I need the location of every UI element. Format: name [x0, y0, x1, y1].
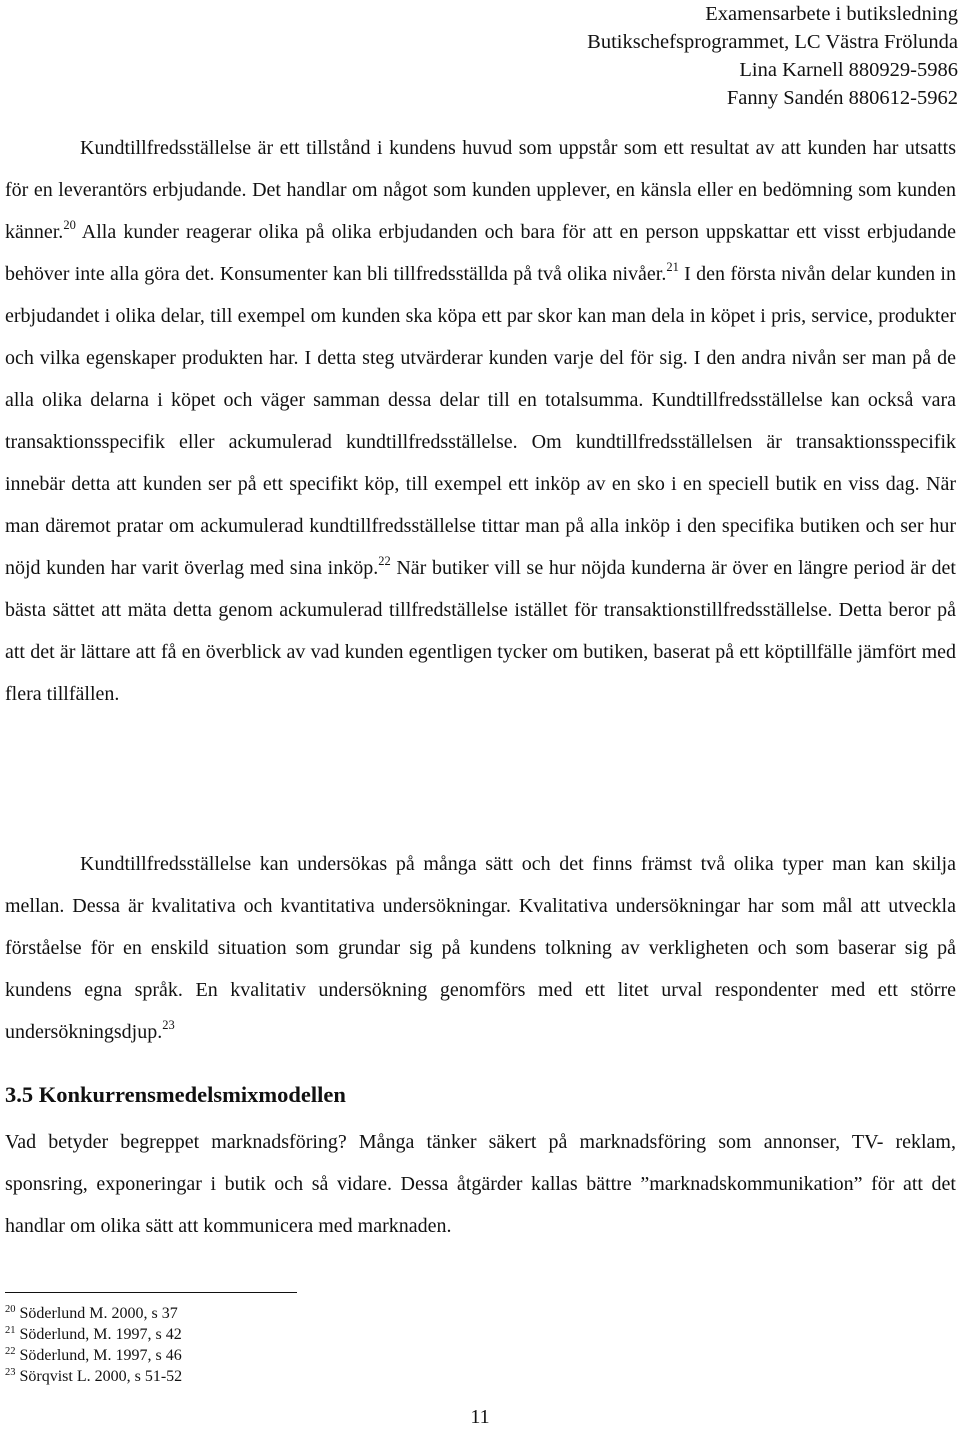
footnote-number: 21	[5, 1325, 16, 1336]
footnote-separator	[5, 1292, 297, 1293]
paragraph-text: När butiker vill se hur nöjda kunderna är över en längre period är det bästa sättet att mäta detta genom ackumulerad tillfredställelse istället för transaktionstillfredsställelse. Detta beror på att det är lättare att få en överblick av vad kunden egentligen tycker om butiken, baserat på ett köptillfälle jämfört med flera tillfällen.	[5, 557, 956, 705]
paragraph-marketing: Vad betyder begreppet marknadsföring? Många tänker säkert på marknadsföring som annonser, TV- reklam, sponsring, exponeringar i butik och så vidare. Dessa åtgärder kallas bättre ”marknadskommunikation” för att det handlar om olika sätt att kommunicera med marknaden.	[5, 1131, 956, 1237]
footnote-text: Söderlund M. 2000, s 37	[19, 1305, 178, 1322]
header-program: Butikschefsprogrammet, LC Västra Frölunda	[587, 31, 958, 53]
footnote-ref[interactable]: 21	[666, 260, 679, 274]
paragraph-text: Kundtillfredsställelse kan undersökas på många sätt och det finns främst två olika typer man kan skilja mellan. Dessa är kvalitativa och kvantitativa undersökningar. Kvalitativa undersökningar har som mål att utveckla förståelse för en enskild situation som grundar sig på kundens tolkning av verkligheten och som baserar sig på kundens egna språk. En kvalitativ undersökning genomförs med ett litet urval respondenter med ett större undersökningsdjup.	[5, 853, 956, 1043]
footnote-text: Söderlund, M. 1997, s 42	[19, 1326, 182, 1343]
footnote	[5, 1345, 182, 1366]
section-heading: 3.5 Konkurrensmedelsmixmodellen	[5, 1082, 346, 1107]
footnote	[5, 1324, 182, 1345]
footnote-text: Söderlund, M. 1997, s 46	[19, 1347, 182, 1364]
footnote-ref[interactable]: 23	[162, 1018, 175, 1032]
header-author-1: Lina Karnell 880929-5986	[739, 59, 958, 81]
paragraph-text: Alla kunder reagerar olika på olika erbjudanden och bara för att en person uppskattar ett visst erbjudande behöver inte alla göra det. Konsumenter kan bli tillfredsställda på två olika nivåer.	[5, 221, 956, 285]
footnote-text: Sörqvist L. 2000, s 51-52	[19, 1368, 183, 1385]
footnote-number: 23	[5, 1367, 16, 1378]
paragraph-text: Kundtillfredsställelse är ett tillstånd i kundens huvud som uppstår som ett resultat av att kunden har utsatts för en leverantörs erbjudande. Det handlar om något som kunden upplever, en känsla eller en bedömning som kunden känner.	[5, 137, 956, 243]
paragraph-text: I den första nivån delar kunden in erbjudandet i olika delar, till exempel om kunden ska köpa ett par skor kan man dela in köpet i pris, service, produkter och vilka egenskaper produkten har. I detta steg utvärderar kunden varje del för sig. I den andra nivån ser man på de alla olika delarna i köpet och väger samman dessa delar till en totalsumma. Kundtillfredsställelse kan också vara transaktionsspecifik eller ackumulerad kundtillfredsställelse. Om kundtillfredsställelsen är transaktionsspecifik innebär detta att kunden ser på ett specifikt köp, till exempel ett inköp av en sko i en speciell butik en viss dag. När man däremot pratar om ackumulerad kundtillfredsställelse tittar man på alla inköp i den specifika butiken och ser hur nöjd kunden har varit överlag med sina inköp.	[5, 263, 956, 579]
footnote-number: 22	[5, 1346, 16, 1357]
footnote	[5, 1303, 182, 1324]
header-author-2: Fanny Sandén 880612-5962	[726, 87, 958, 109]
footnote-ref[interactable]: 20	[63, 218, 76, 232]
footnote-number: 20	[5, 1304, 16, 1315]
paragraph-survey-methods	[5, 843, 956, 1053]
header-course: Examensarbete i butiksledning	[705, 3, 958, 25]
paragraph-customer-satisfaction	[5, 127, 956, 715]
footnote	[5, 1366, 182, 1387]
page-number: 11	[470, 1406, 490, 1428]
running-header	[587, 0, 958, 112]
footnotes	[5, 1303, 182, 1387]
footnote-ref[interactable]: 22	[378, 554, 391, 568]
